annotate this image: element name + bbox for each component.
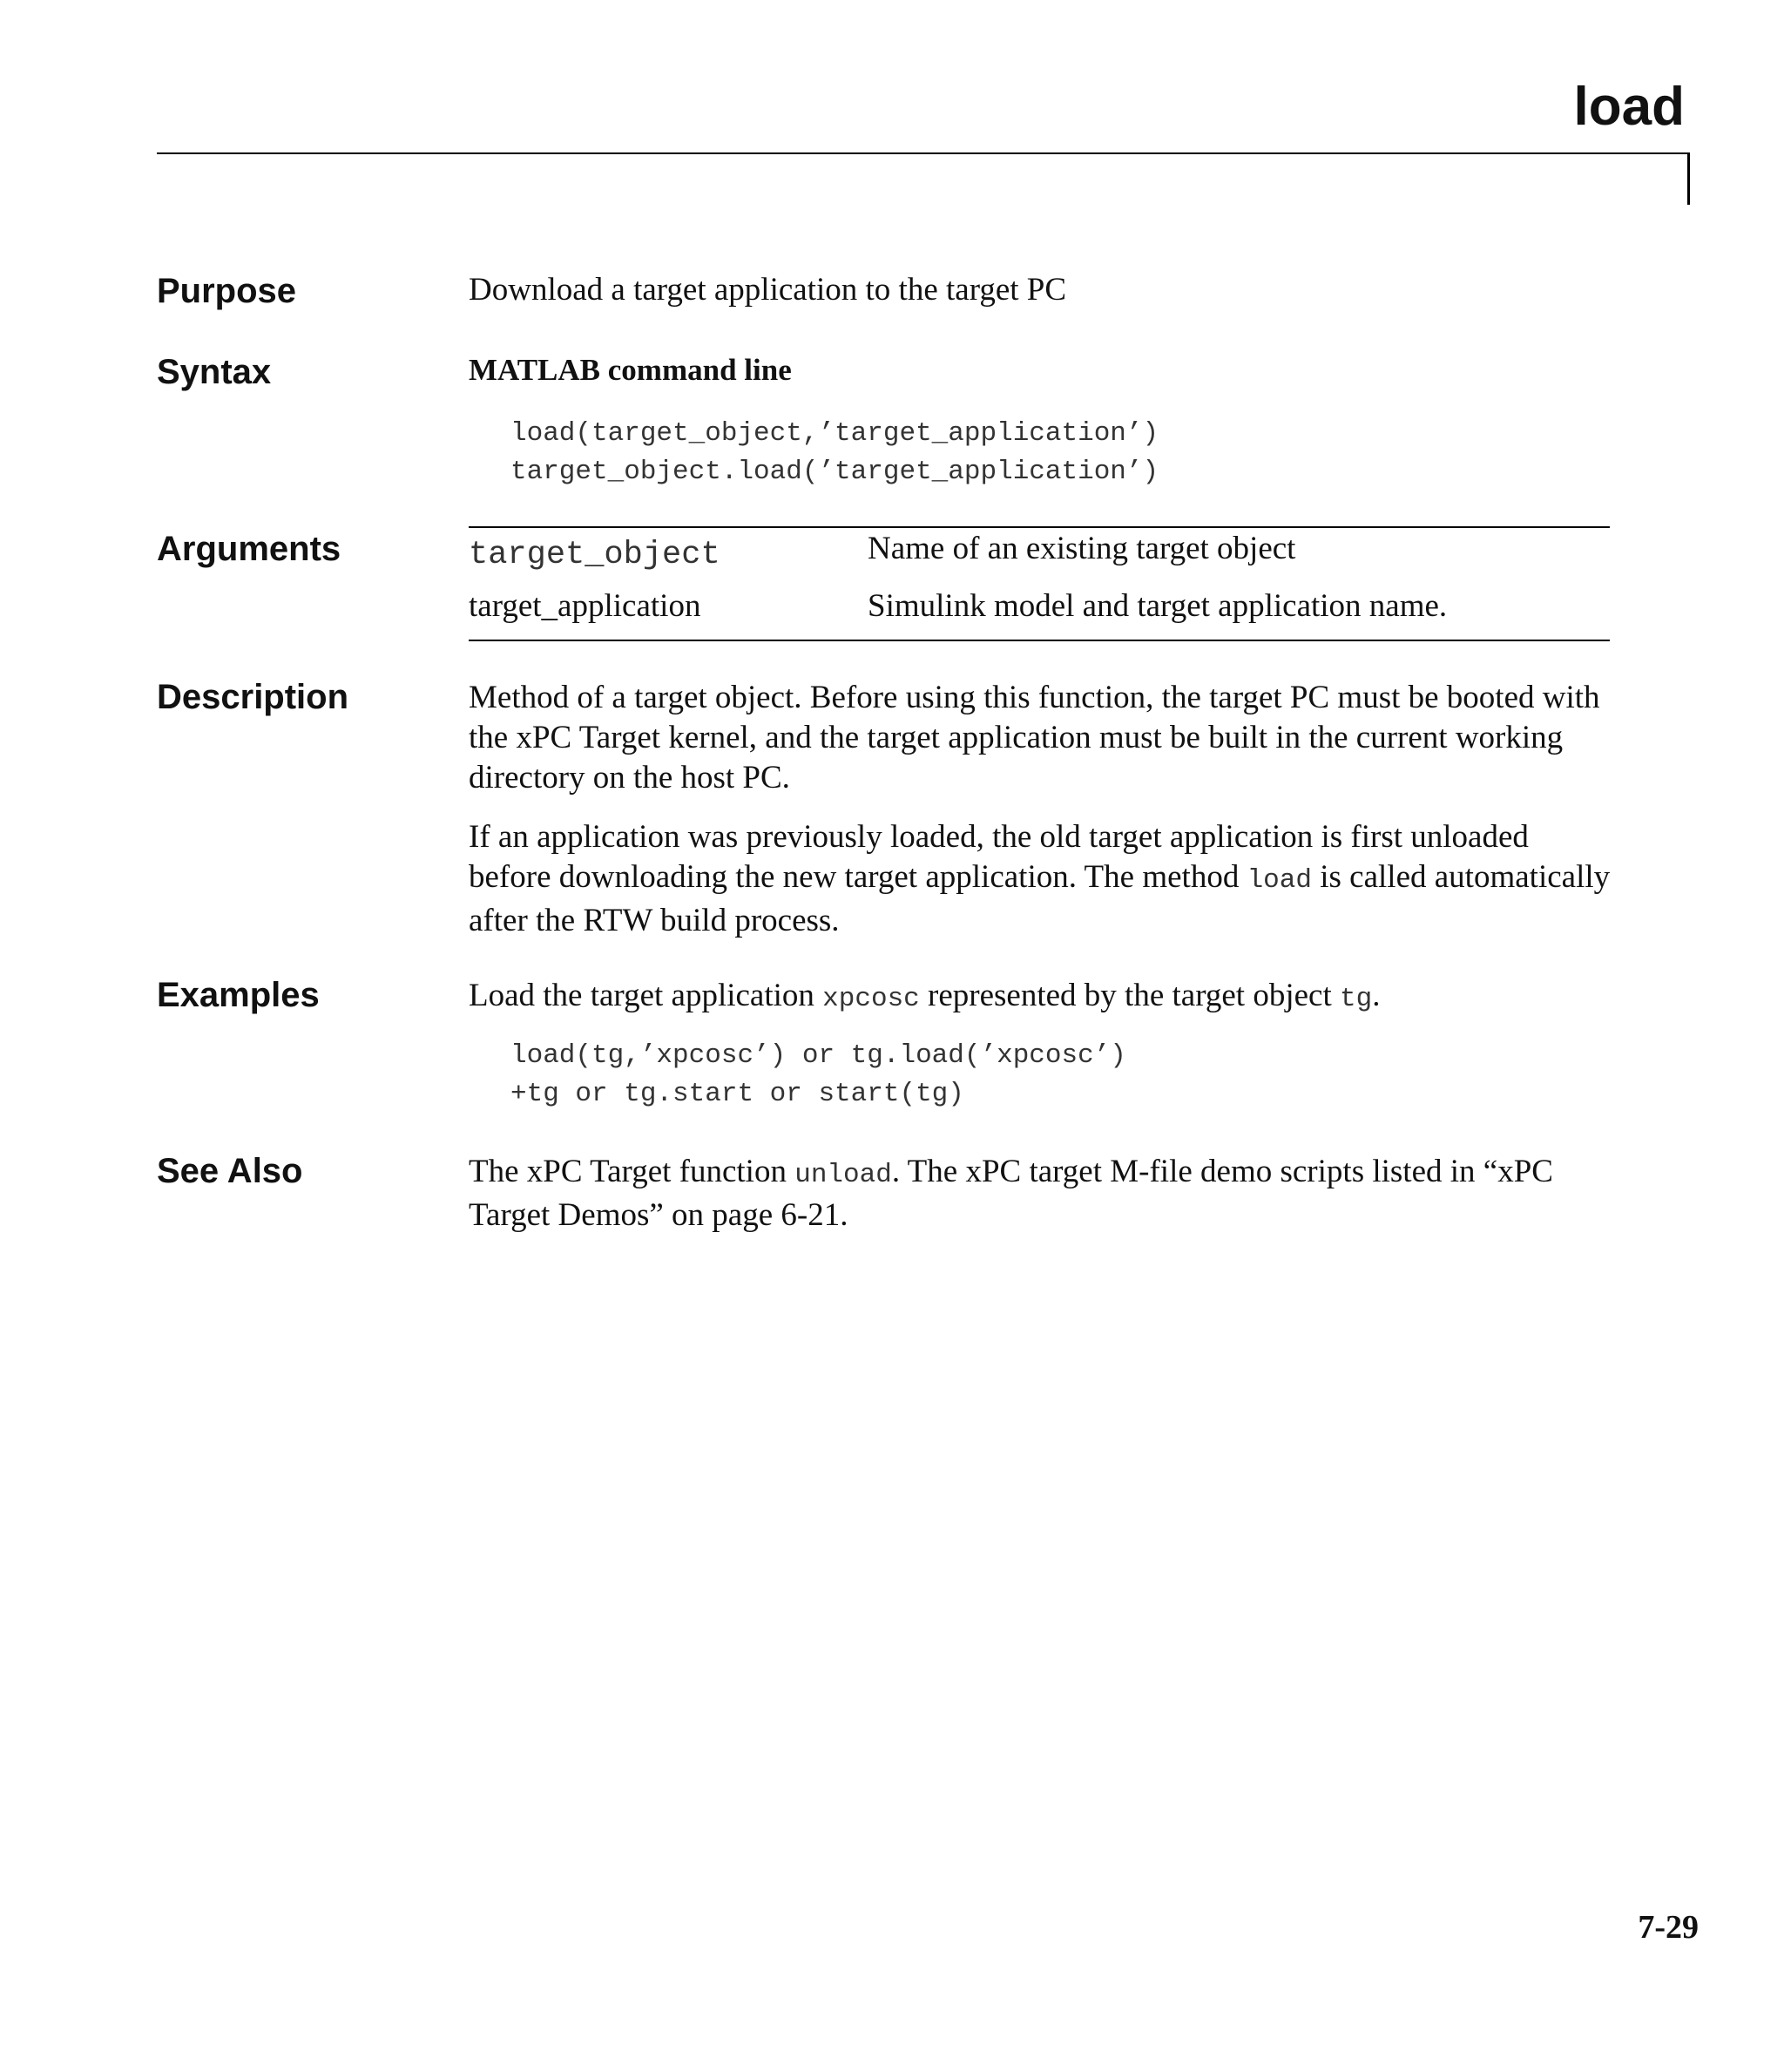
syntax-code-line: load(target_object,’target_application’) xyxy=(510,418,1159,449)
see-also-body: The xPC Target function xyxy=(469,1154,795,1189)
page-title: load xyxy=(1573,77,1685,137)
syntax-subheading: MATLAB command line xyxy=(469,353,792,387)
argument-name: target_application xyxy=(469,588,701,624)
see-also-body: . The xPC target M-file demo scripts listed in “xPC Target Demos” on page 6-21. xyxy=(469,1154,1553,1233)
argument-description: Name of an existing target object xyxy=(868,531,1296,566)
see-also-label: See Also xyxy=(157,1152,303,1190)
description-body xyxy=(469,678,1618,960)
page-number: 7-29 xyxy=(1638,1909,1699,1946)
inline-code: unload xyxy=(794,1160,892,1190)
argument-description: Simulink model and target application name. xyxy=(868,588,1448,624)
arguments-bottom-rule xyxy=(469,640,1610,641)
purpose-text: Download a target application to the target PC xyxy=(469,272,1067,308)
inline-code: tg xyxy=(1339,984,1373,1014)
examples-code-line: +tg or tg.start or start(tg) xyxy=(510,1079,964,1109)
header-corner-mark xyxy=(1687,152,1690,205)
description-text: If an application was previously loaded, the old target application is first unloaded before downloading the new target application. The method xyxy=(469,819,1529,895)
arguments-label: Arguments xyxy=(157,530,341,568)
description-paragraph: Method of a target object. Before using this function, the target PC must be booted with the xPC Target kernel, and the target application must be built in the current working directory on the host PC. xyxy=(469,680,1600,796)
inline-code: xpcosc xyxy=(822,984,920,1014)
examples-code-line: load(tg,’xpcosc’) or tg.load(’xpcosc’) xyxy=(510,1040,1126,1071)
examples-label: Examples xyxy=(157,976,320,1014)
see-also-text xyxy=(469,1152,1618,1236)
description-text: is called automatically after the RTW build process. xyxy=(469,859,1611,938)
examples-text: Load the target application xyxy=(469,978,823,1013)
argument-name: target_object xyxy=(469,537,720,573)
header-rule xyxy=(157,152,1690,154)
purpose-label: Purpose xyxy=(157,272,297,310)
examples-text: represented by the target object xyxy=(919,978,1340,1013)
syntax-label: Syntax xyxy=(157,353,272,391)
syntax-code-line: target_object.load(’target_application’) xyxy=(510,457,1159,487)
examples-intro xyxy=(469,976,1618,1019)
examples-code-block xyxy=(510,1037,1126,1114)
examples-text: . xyxy=(1372,978,1381,1013)
arguments-top-rule xyxy=(469,526,1610,528)
description-paragraph xyxy=(469,817,1618,941)
inline-code: load xyxy=(1247,865,1312,896)
syntax-code-block xyxy=(510,415,1159,491)
description-label: Description xyxy=(157,678,349,716)
